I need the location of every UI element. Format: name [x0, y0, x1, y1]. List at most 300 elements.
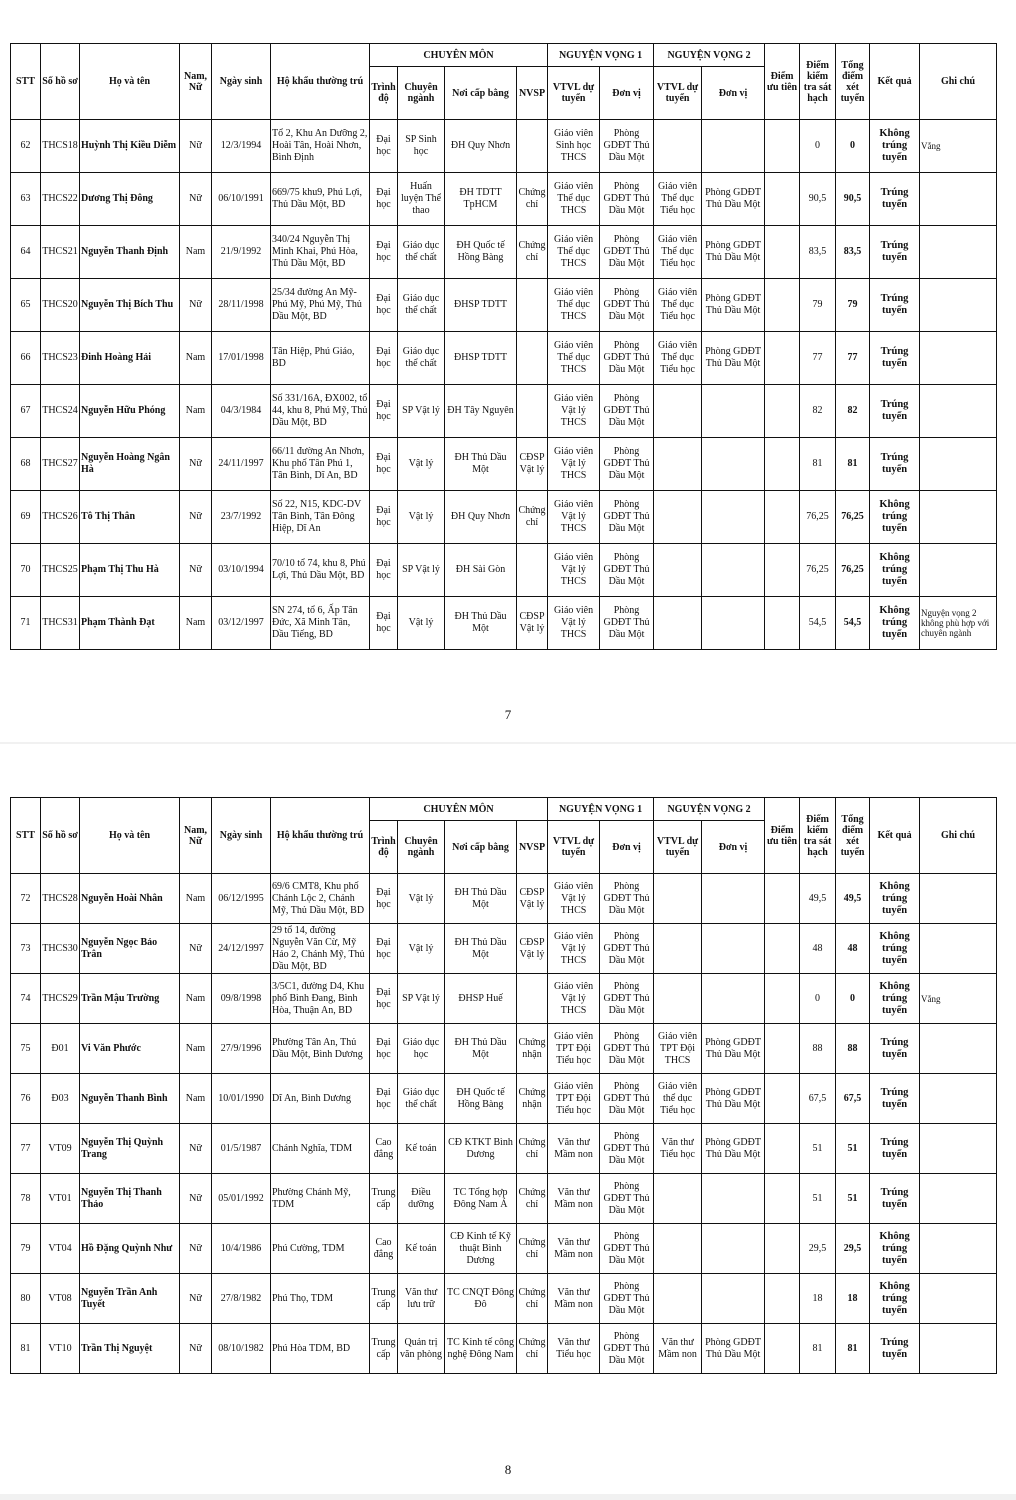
cell-ghi-chu	[920, 1124, 997, 1174]
cell-so-ho-so: THCS28	[41, 874, 80, 924]
cell-chuyen-nganh: Vật lý	[398, 597, 445, 650]
cell-don-vi-2	[702, 1274, 765, 1324]
cell-vtvl-1: Giáo viên Thể dục THCS	[548, 332, 600, 385]
cell-diem-uu-tien	[765, 924, 800, 974]
cell-vtvl-2: Giáo viên Thể dục Tiểu học	[654, 279, 702, 332]
table-row	[11, 491, 997, 544]
cell-diem-kiem-tra: 76,25	[800, 491, 836, 544]
cell-nvsp: Chứng chỉ	[517, 1124, 548, 1174]
table-row	[11, 438, 997, 491]
cell-ngay-sinh: 05/01/1992	[212, 1174, 271, 1224]
header-nguyen-vong-1: NGUYỆN VỌNG 1	[548, 44, 654, 67]
cell-ngay-sinh: 21/9/1992	[212, 226, 271, 279]
header-ngay-sinh: Ngày sinh	[212, 798, 271, 874]
cell-ket-qua: Không trúng tuyển	[870, 544, 920, 597]
cell-gioi-tinh: Nữ	[180, 924, 212, 974]
page-number: 8	[504, 1462, 512, 1477]
cell-noi-cap-bang: CĐ Kinh tế Kỹ thuật Bình Dương	[445, 1224, 517, 1274]
cell-noi-cap-bang: TC Tổng hợp Đông Nam Á	[445, 1174, 517, 1224]
header-ghi-chu: Ghi chú	[920, 44, 997, 120]
cell-don-vi-2: Phòng GDĐT Thủ Dầu Một	[702, 1124, 765, 1174]
cell-noi-cap-bang: ĐH Sài Gòn	[445, 544, 517, 597]
cell-gioi-tinh: Nữ	[180, 1174, 212, 1224]
cell-nvsp: Chứng nhận	[517, 1024, 548, 1074]
header-noi-cap-bang: Nơi cấp bằng	[445, 67, 517, 120]
header-nam-nu: Nam, Nữ	[180, 798, 212, 874]
cell-noi-cap-bang: ĐH Tây Nguyên	[445, 385, 517, 438]
cell-nvsp: Chứng chỉ	[517, 1174, 548, 1224]
cell-noi-cap-bang: ĐH Quốc tế Hồng Bàng	[445, 226, 517, 279]
cell-don-vi-1: Phòng GDĐT Thủ Dầu Một	[600, 226, 654, 279]
cell-vtvl-1: Giáo viên Vật lý THCS	[548, 874, 600, 924]
cell-diem-uu-tien	[765, 1224, 800, 1274]
cell-nvsp: Chứng chỉ	[517, 173, 548, 226]
cell-chuyen-nganh: Vật lý	[398, 491, 445, 544]
cell-gioi-tinh: Nam	[180, 974, 212, 1024]
cell-don-vi-1: Phòng GDĐT Thủ Dầu Một	[600, 438, 654, 491]
cell-ho-khau: 29 tổ 14, đường Nguyễn Văn Cừ, Mỹ Hảo 2, Chánh Mỹ, Thủ Dầu Một, BD	[271, 924, 370, 974]
cell-ho-khau: 25/34 đường An Mỹ-Phú Mỹ, Phú Mỹ, Thủ Dầu Một, BD	[271, 279, 370, 332]
table-row	[11, 1274, 997, 1324]
cell-nvsp	[517, 120, 548, 173]
cell-chuyen-nganh: SP Vật lý	[398, 385, 445, 438]
cell-trinh-do: Trung cấp	[370, 1324, 398, 1374]
cell-ho-khau: 669/75 khu9, Phú Lợi, Thủ Dầu Một, BD	[271, 173, 370, 226]
cell-vtvl-2	[654, 924, 702, 974]
header-don-vi-2: Đơn vị	[702, 821, 765, 874]
cell-vtvl-1: Giáo viên Sinh học THCS	[548, 120, 600, 173]
cell-ho-khau: Tổ 2, Khu An Dưỡng 2, Hoài Tân, Hoài Nhơn, Bình Định	[271, 120, 370, 173]
cell-vtvl-1: Giáo viên Vật lý THCS	[548, 491, 600, 544]
cell-trinh-do: Đại học	[370, 974, 398, 1024]
cell-stt: 72	[11, 874, 41, 924]
cell-nvsp: Chứng nhận	[517, 1074, 548, 1124]
cell-ho-khau: Số 331/16A, ĐX002, tổ 44, khu 8, Phú Mỹ, Thủ Dầu Một, BD	[271, 385, 370, 438]
cell-vtvl-2	[654, 120, 702, 173]
cell-vtvl-2: Văn thư Tiểu học	[654, 1124, 702, 1174]
cell-ghi-chu	[920, 1024, 997, 1074]
cell-ngay-sinh: 24/11/1997	[212, 438, 271, 491]
cell-vtvl-2	[654, 1224, 702, 1274]
cell-ho-ten: Vi Văn Phước	[80, 1024, 180, 1074]
cell-chuyen-nganh: Văn thư lưu trữ	[398, 1274, 445, 1324]
cell-ho-ten: Nguyễn Thanh Định	[80, 226, 180, 279]
cell-ho-ten: Tô Thị Thân	[80, 491, 180, 544]
cell-diem-kiem-tra: 81	[800, 438, 836, 491]
cell-chuyen-nganh: Giáo dục thể chất	[398, 332, 445, 385]
cell-gioi-tinh: Nam	[180, 385, 212, 438]
cell-vtvl-2: Giáo viên TPT Đội THCS	[654, 1024, 702, 1074]
cell-don-vi-2	[702, 974, 765, 1024]
cell-tong-diem: 0	[836, 974, 870, 1024]
cell-ket-qua: Trúng tuyển	[870, 226, 920, 279]
cell-trinh-do: Trung cấp	[370, 1174, 398, 1224]
cell-stt: 80	[11, 1274, 41, 1324]
cell-ket-qua: Không trúng tuyển	[870, 974, 920, 1024]
cell-don-vi-1: Phòng GDĐT Thủ Dầu Một	[600, 544, 654, 597]
header-diem-kiem-tra: Điểm kiểm tra sát hạch	[800, 44, 836, 120]
cell-so-ho-so: THCS22	[41, 173, 80, 226]
cell-vtvl-2: Giáo viên Thể dục Tiểu học	[654, 173, 702, 226]
cell-diem-kiem-tra: 49,5	[800, 874, 836, 924]
header-so-ho-so: Số hồ sơ	[41, 44, 80, 120]
cell-stt: 78	[11, 1174, 41, 1224]
cell-don-vi-2: Phòng GDĐT Thủ Dầu Một	[702, 279, 765, 332]
cell-stt: 69	[11, 491, 41, 544]
cell-nvsp	[517, 332, 548, 385]
cell-ket-qua: Không trúng tuyển	[870, 597, 920, 650]
cell-ket-qua: Trúng tuyển	[870, 438, 920, 491]
cell-vtvl-2	[654, 1174, 702, 1224]
cell-nvsp: Chứng chỉ	[517, 226, 548, 279]
cell-ho-khau: 70/10 tổ 74, khu 8, Phú Lợi, Thủ Dầu Một, BD	[271, 544, 370, 597]
cell-nvsp	[517, 974, 548, 1024]
cell-ho-khau: Phú Hòa TDM, BD	[271, 1324, 370, 1374]
cell-don-vi-1: Phòng GDĐT Thủ Dầu Một	[600, 1074, 654, 1124]
cell-vtvl-1: Giáo viên Vật lý THCS	[548, 544, 600, 597]
cell-so-ho-so: THCS29	[41, 974, 80, 1024]
cell-ho-ten: Hồ Đặng Quỳnh Như	[80, 1224, 180, 1274]
cell-don-vi-2: Phòng GDĐT Thủ Dầu Một	[702, 226, 765, 279]
cell-chuyen-nganh: Quản trị văn phòng	[398, 1324, 445, 1374]
cell-noi-cap-bang: TC CNQT Đông Đô	[445, 1274, 517, 1324]
cell-tong-diem: 76,25	[836, 491, 870, 544]
cell-so-ho-so: THCS23	[41, 332, 80, 385]
cell-diem-kiem-tra: 77	[800, 332, 836, 385]
cell-diem-kiem-tra: 0	[800, 120, 836, 173]
cell-vtvl-1: Giáo viên Vật lý THCS	[548, 597, 600, 650]
cell-ghi-chu	[920, 874, 997, 924]
cell-don-vi-2	[702, 597, 765, 650]
cell-diem-kiem-tra: 48	[800, 924, 836, 974]
cell-tong-diem: 0	[836, 120, 870, 173]
cell-trinh-do: Cao đẳng	[370, 1224, 398, 1274]
cell-so-ho-so: THCS30	[41, 924, 80, 974]
cell-don-vi-1: Phòng GDĐT Thủ Dầu Một	[600, 385, 654, 438]
cell-vtvl-2	[654, 974, 702, 1024]
cell-tong-diem: 29,5	[836, 1224, 870, 1274]
cell-trinh-do: Đại học	[370, 544, 398, 597]
cell-ghi-chu	[920, 924, 997, 974]
cell-ket-qua: Trúng tuyển	[870, 1024, 920, 1074]
cell-vtvl-1: Giáo viên Thể dục THCS	[548, 173, 600, 226]
cell-vtvl-1: Giáo viên Thể dục THCS	[548, 279, 600, 332]
cell-ngay-sinh: 12/3/1994	[212, 120, 271, 173]
cell-nvsp: Chứng chỉ	[517, 1224, 548, 1274]
cell-diem-kiem-tra: 0	[800, 974, 836, 1024]
header-vtvl-2: VTVL dự tuyển	[654, 67, 702, 120]
cell-ho-ten: Huỳnh Thị Kiều Diễm	[80, 120, 180, 173]
cell-ngay-sinh: 17/01/1998	[212, 332, 271, 385]
cell-vtvl-2	[654, 874, 702, 924]
cell-tong-diem: 81	[836, 1324, 870, 1374]
table-header	[11, 44, 997, 120]
cell-don-vi-2	[702, 1224, 765, 1274]
cell-ngay-sinh: 27/8/1982	[212, 1274, 271, 1324]
cell-ghi-chu	[920, 1224, 997, 1274]
cell-ho-ten: Nguyễn Hoàng Ngân Hà	[80, 438, 180, 491]
cell-nvsp: Chứng chỉ	[517, 491, 548, 544]
header-ho-ten: Họ và tên	[80, 44, 180, 120]
cell-ho-ten: Đinh Hoàng Hải	[80, 332, 180, 385]
cell-don-vi-2	[702, 544, 765, 597]
cell-vtvl-1: Giáo viên Vật lý THCS	[548, 385, 600, 438]
cell-ho-ten: Nguyễn Hoài Nhân	[80, 874, 180, 924]
cell-diem-uu-tien	[765, 173, 800, 226]
header-trinh-do: Trình độ	[370, 821, 398, 874]
cell-don-vi-2: Phòng GDĐT Thủ Dầu Một	[702, 332, 765, 385]
cell-diem-kiem-tra: 76,25	[800, 544, 836, 597]
header-nguyen-vong-1: NGUYỆN VỌNG 1	[548, 798, 654, 821]
cell-stt: 62	[11, 120, 41, 173]
cell-chuyen-nganh: Giáo dục học	[398, 1024, 445, 1074]
cell-trinh-do: Đại học	[370, 173, 398, 226]
cell-trinh-do: Đại học	[370, 385, 398, 438]
cell-chuyen-nganh: Giáo dục thể chất	[398, 1074, 445, 1124]
cell-ket-qua: Trúng tuyển	[870, 385, 920, 438]
cell-so-ho-so: THCS20	[41, 279, 80, 332]
cell-diem-kiem-tra: 67,5	[800, 1074, 836, 1124]
table-row	[11, 1224, 997, 1274]
header-stt: STT	[11, 44, 41, 120]
cell-trinh-do: Đại học	[370, 226, 398, 279]
cell-nvsp: Chứng chỉ	[517, 1274, 548, 1324]
cell-gioi-tinh: Nữ	[180, 1224, 212, 1274]
cell-don-vi-2: Phòng GDĐT Thủ Dầu Một	[702, 173, 765, 226]
cell-noi-cap-bang: ĐHSP Huế	[445, 974, 517, 1024]
table-row	[11, 1324, 997, 1374]
cell-vtvl-1: Văn thư Mầm non	[548, 1224, 600, 1274]
cell-gioi-tinh: Nữ	[180, 544, 212, 597]
cell-ho-khau: Tân Hiệp, Phú Giáo, BD	[271, 332, 370, 385]
document-page-8	[0, 744, 1016, 1494]
cell-ghi-chu	[920, 1274, 997, 1324]
cell-chuyen-nganh: SP Sinh học	[398, 120, 445, 173]
header-nguyen-vong-2: NGUYỆN VỌNG 2	[654, 44, 765, 67]
cell-vtvl-1: Giáo viên Thể dục THCS	[548, 226, 600, 279]
cell-ghi-chu: Vắng	[920, 120, 997, 173]
cell-tong-diem: 90,5	[836, 173, 870, 226]
cell-ngay-sinh: 27/9/1996	[212, 1024, 271, 1074]
cell-ho-ten: Nguyễn Ngọc Bảo Trân	[80, 924, 180, 974]
header-nam-nu: Nam, Nữ	[180, 44, 212, 120]
header-stt: STT	[11, 798, 41, 874]
header-nguyen-vong-2: NGUYỆN VỌNG 2	[654, 798, 765, 821]
cell-chuyen-nganh: Điều dưỡng	[398, 1174, 445, 1224]
cell-stt: 79	[11, 1224, 41, 1274]
table-row	[11, 1174, 997, 1224]
cell-diem-uu-tien	[765, 1174, 800, 1224]
cell-diem-uu-tien	[765, 1074, 800, 1124]
cell-trinh-do: Đại học	[370, 438, 398, 491]
cell-diem-uu-tien	[765, 385, 800, 438]
cell-don-vi-2	[702, 924, 765, 974]
cell-ket-qua: Không trúng tuyển	[870, 874, 920, 924]
document-page-7	[0, 0, 1016, 742]
cell-noi-cap-bang: ĐH Thủ Dầu Một	[445, 597, 517, 650]
cell-stt: 67	[11, 385, 41, 438]
cell-stt: 73	[11, 924, 41, 974]
header-don-vi-2: Đơn vị	[702, 67, 765, 120]
cell-gioi-tinh: Nữ	[180, 173, 212, 226]
cell-vtvl-1: Giáo viên Vật lý THCS	[548, 974, 600, 1024]
cell-diem-uu-tien	[765, 332, 800, 385]
cell-stt: 68	[11, 438, 41, 491]
cell-ngay-sinh: 04/3/1984	[212, 385, 271, 438]
cell-ho-khau: SN 274, tổ 6, Ấp Tân Đức, Xã Minh Tân, Dầu Tiếng, BD	[271, 597, 370, 650]
cell-tong-diem: 77	[836, 332, 870, 385]
cell-ket-qua: Không trúng tuyển	[870, 924, 920, 974]
cell-stt: 81	[11, 1324, 41, 1374]
cell-nvsp	[517, 544, 548, 597]
cell-ho-khau: Phú Cường, TDM	[271, 1224, 370, 1274]
cell-tong-diem: 49,5	[836, 874, 870, 924]
header-don-vi-1: Đơn vị	[600, 67, 654, 120]
cell-ngay-sinh: 01/5/1987	[212, 1124, 271, 1174]
table-row	[11, 279, 997, 332]
cell-gioi-tinh: Nữ	[180, 279, 212, 332]
cell-noi-cap-bang: ĐH Quốc tế Hồng Bàng	[445, 1074, 517, 1124]
cell-noi-cap-bang: ĐH Thủ Dầu Một	[445, 924, 517, 974]
cell-so-ho-so: THCS25	[41, 544, 80, 597]
cell-gioi-tinh: Nam	[180, 1074, 212, 1124]
cell-trinh-do: Đại học	[370, 1024, 398, 1074]
cell-ghi-chu	[920, 173, 997, 226]
cell-diem-uu-tien	[765, 438, 800, 491]
cell-ngay-sinh: 09/8/1998	[212, 974, 271, 1024]
cell-ho-ten: Nguyễn Trần Anh Tuyết	[80, 1274, 180, 1324]
cell-ghi-chu	[920, 332, 997, 385]
cell-so-ho-so: THCS27	[41, 438, 80, 491]
cell-ho-ten: Nguyễn Thị Thanh Thảo	[80, 1174, 180, 1224]
table-row	[11, 120, 997, 173]
cell-ho-khau: Phú Thọ, TDM	[271, 1274, 370, 1324]
cell-stt: 75	[11, 1024, 41, 1074]
cell-noi-cap-bang: ĐHSP TDTT	[445, 332, 517, 385]
cell-ngay-sinh: 10/4/1986	[212, 1224, 271, 1274]
cell-don-vi-1: Phòng GDĐT Thủ Dầu Một	[600, 173, 654, 226]
cell-ngay-sinh: 08/10/1982	[212, 1324, 271, 1374]
table-body	[11, 120, 997, 650]
cell-ket-qua: Trúng tuyển	[870, 279, 920, 332]
cell-ho-ten: Trần Thị Nguyệt	[80, 1324, 180, 1374]
cell-chuyen-nganh: Kế toán	[398, 1224, 445, 1274]
cell-vtvl-1: Giáo viên Vật lý THCS	[548, 438, 600, 491]
cell-trinh-do: Đại học	[370, 597, 398, 650]
cell-don-vi-2: Phòng GDĐT Thủ Dầu Một	[702, 1074, 765, 1124]
cell-diem-uu-tien	[765, 1324, 800, 1374]
cell-diem-uu-tien	[765, 1024, 800, 1074]
header-nvsp: NVSP	[517, 67, 548, 120]
header-chuyen-nganh: Chuyên ngành	[398, 67, 445, 120]
cell-tong-diem: 51	[836, 1124, 870, 1174]
cell-don-vi-2	[702, 874, 765, 924]
cell-diem-kiem-tra: 90,5	[800, 173, 836, 226]
header-chuyen-mon: CHUYÊN MÔN	[370, 798, 548, 821]
table-header	[11, 798, 997, 874]
cell-diem-uu-tien	[765, 544, 800, 597]
header-vtvl-1: VTVL dự tuyển	[548, 821, 600, 874]
cell-chuyen-nganh: Giáo dục thể chất	[398, 226, 445, 279]
cell-gioi-tinh: Nữ	[180, 1124, 212, 1174]
table-row	[11, 924, 997, 974]
cell-noi-cap-bang: TC Kinh tế công nghệ Đông Nam	[445, 1324, 517, 1374]
cell-gioi-tinh: Nam	[180, 874, 212, 924]
table-body	[11, 874, 997, 1374]
cell-tong-diem: 82	[836, 385, 870, 438]
cell-ghi-chu	[920, 226, 997, 279]
table-row	[11, 544, 997, 597]
cell-tong-diem: 76,25	[836, 544, 870, 597]
cell-gioi-tinh: Nữ	[180, 120, 212, 173]
header-tong-diem: Tổng điểm xét tuyển	[836, 44, 870, 120]
candidate-table	[10, 797, 997, 1374]
cell-don-vi-2: Phòng GDĐT Thủ Dầu Một	[702, 1324, 765, 1374]
header-diem-uu-tien: Điểm ưu tiên	[765, 44, 800, 120]
cell-ghi-chu	[920, 438, 997, 491]
cell-stt: 74	[11, 974, 41, 1024]
header-vtvl-2: VTVL dự tuyển	[654, 821, 702, 874]
cell-ho-khau: Chánh Nghĩa, TDM	[271, 1124, 370, 1174]
header-don-vi-1: Đơn vị	[600, 821, 654, 874]
cell-ngay-sinh: 06/12/1995	[212, 874, 271, 924]
header-diem-kiem-tra: Điểm kiểm tra sát hạch	[800, 798, 836, 874]
cell-so-ho-so: VT04	[41, 1224, 80, 1274]
cell-diem-uu-tien	[765, 974, 800, 1024]
cell-tong-diem: 48	[836, 924, 870, 974]
cell-trinh-do: Đại học	[370, 874, 398, 924]
cell-diem-uu-tien	[765, 491, 800, 544]
cell-nvsp: CĐSP Vật lý	[517, 924, 548, 974]
cell-vtvl-2	[654, 438, 702, 491]
cell-diem-kiem-tra: 54,5	[800, 597, 836, 650]
table-row	[11, 874, 997, 924]
header-ho-khau: Hộ khẩu thường trú	[271, 798, 370, 874]
cell-stt: 64	[11, 226, 41, 279]
cell-trinh-do: Đại học	[370, 491, 398, 544]
cell-vtvl-2	[654, 385, 702, 438]
cell-chuyen-nganh: Vật lý	[398, 924, 445, 974]
cell-noi-cap-bang: ĐH Thủ Dầu Một	[445, 1024, 517, 1074]
cell-don-vi-1: Phòng GDĐT Thủ Dầu Một	[600, 1174, 654, 1224]
header-chuyen-nganh: Chuyên ngành	[398, 821, 445, 874]
cell-don-vi-1: Phòng GDĐT Thủ Dầu Một	[600, 974, 654, 1024]
cell-so-ho-so: THCS24	[41, 385, 80, 438]
cell-tong-diem: 88	[836, 1024, 870, 1074]
cell-vtvl-2	[654, 1274, 702, 1324]
cell-vtvl-2	[654, 597, 702, 650]
cell-stt: 71	[11, 597, 41, 650]
cell-ghi-chu	[920, 491, 997, 544]
cell-diem-uu-tien	[765, 120, 800, 173]
cell-so-ho-so: VT10	[41, 1324, 80, 1374]
cell-diem-uu-tien	[765, 597, 800, 650]
cell-don-vi-1: Phòng GDĐT Thủ Dầu Một	[600, 1024, 654, 1074]
cell-chuyen-nganh: Vật lý	[398, 438, 445, 491]
page-number: 7	[504, 707, 512, 722]
cell-don-vi-1: Phòng GDĐT Thủ Dầu Một	[600, 332, 654, 385]
cell-ho-khau: 69/6 CMT8, Khu phố Chánh Lộc 2, Chánh Mỹ, Thủ Dầu Một, BD	[271, 874, 370, 924]
cell-diem-kiem-tra: 29,5	[800, 1224, 836, 1274]
cell-nvsp: Chứng chỉ	[517, 1324, 548, 1374]
cell-so-ho-so: VT08	[41, 1274, 80, 1324]
cell-gioi-tinh: Nam	[180, 1024, 212, 1074]
cell-trinh-do: Đại học	[370, 279, 398, 332]
cell-diem-kiem-tra: 18	[800, 1274, 836, 1324]
cell-noi-cap-bang: ĐH Thủ Dầu Một	[445, 438, 517, 491]
cell-ngay-sinh: 23/7/1992	[212, 491, 271, 544]
cell-ghi-chu	[920, 544, 997, 597]
